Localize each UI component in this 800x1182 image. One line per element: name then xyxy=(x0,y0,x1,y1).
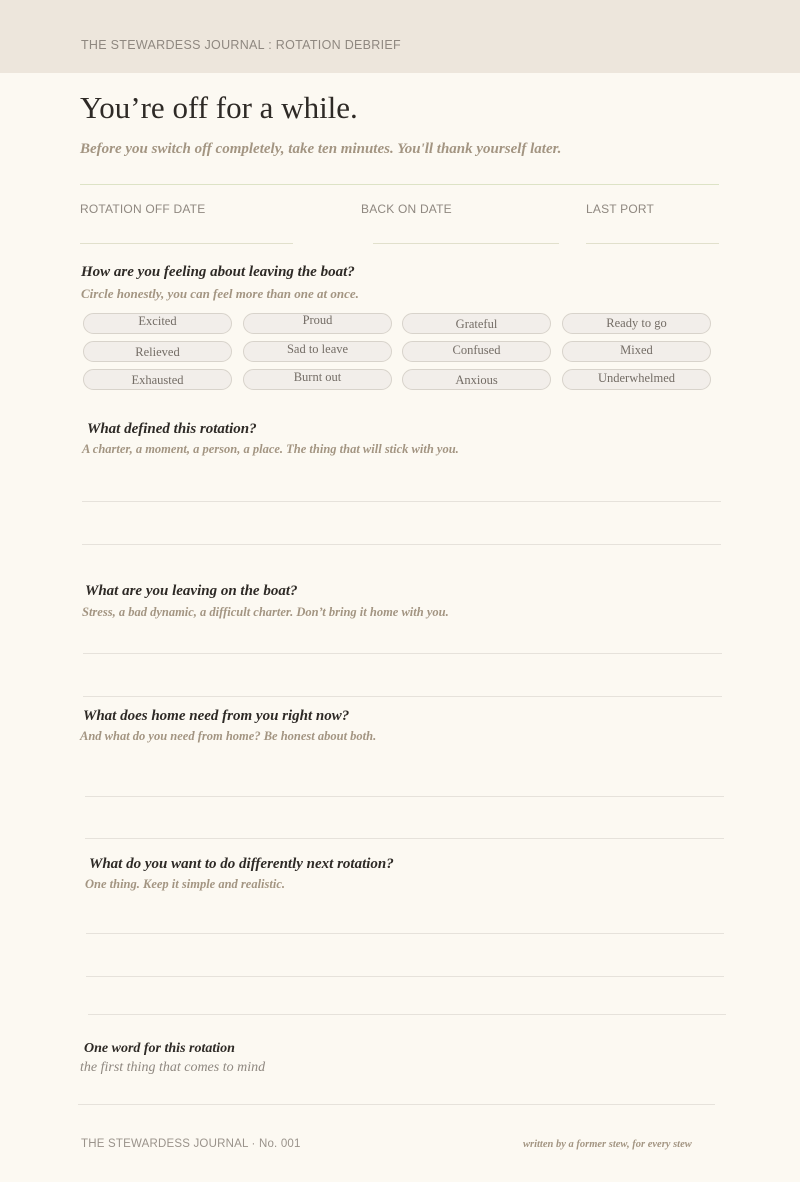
journal-header-label: THE STEWARDESS JOURNAL : ROTATION DEBRIEF xyxy=(81,38,401,52)
last-port-label: LAST PORT xyxy=(586,202,655,216)
defined-answer-line-2[interactable] xyxy=(82,544,721,545)
home-question: What does home need from you right now? xyxy=(83,708,350,724)
intro-divider xyxy=(80,184,719,185)
back-on-date-field[interactable] xyxy=(373,243,559,244)
home-answer-line-1[interactable] xyxy=(85,796,724,797)
rotation-off-date-label: ROTATION OFF DATE xyxy=(80,202,206,216)
last-port-field[interactable] xyxy=(586,243,719,244)
feeling-chip-sad-to-leave[interactable]: Sad to leave xyxy=(243,341,392,362)
defined-question: What defined this rotation? xyxy=(87,421,257,437)
leaving-answer-line-2[interactable] xyxy=(83,696,722,697)
feeling-chip-anxious[interactable]: Anxious xyxy=(402,369,551,390)
home-hint: And what do you need from home? Be honest about both. xyxy=(80,729,377,743)
defined-hint: A charter, a moment, a person, a place. The thing that will stick with you. xyxy=(82,442,459,456)
one-word-hint: the first thing that comes to mind xyxy=(80,1060,266,1075)
next-answer-line-2[interactable] xyxy=(86,976,724,977)
home-answer-line-2[interactable] xyxy=(85,838,724,839)
feeling-chip-excited[interactable]: Excited xyxy=(83,313,232,334)
feeling-chip-ready-to-go[interactable]: Ready to go xyxy=(562,313,711,334)
feeling-chip-exhausted[interactable]: Exhausted xyxy=(83,369,232,390)
feeling-chip-mixed[interactable]: Mixed xyxy=(562,341,711,362)
feeling-chip-relieved[interactable]: Relieved xyxy=(83,341,232,362)
footer-tagline: written by a former stew, for every stew xyxy=(523,1139,692,1150)
one-word-question: One word for this rotation xyxy=(84,1041,235,1056)
footer-journal-label: THE STEWARDESS JOURNAL · No. 001 xyxy=(81,1138,301,1150)
header-band xyxy=(0,0,800,73)
intro-text: Before you switch off completely, take ten minutes. You'll thank yourself later. xyxy=(80,141,562,157)
leaving-answer-line-1[interactable] xyxy=(83,653,722,654)
one-word-answer-line[interactable] xyxy=(78,1104,715,1105)
defined-answer-line-1[interactable] xyxy=(82,501,721,502)
feeling-chip-burnt-out[interactable]: Burnt out xyxy=(243,369,392,390)
leaving-hint: Stress, a bad dynamic, a difficult charter. Don’t bring it home with you. xyxy=(82,605,449,619)
page-title: You’re off for a while. xyxy=(80,90,358,125)
next-question: What do you want to do differently next rotation? xyxy=(89,856,394,872)
next-answer-line-1[interactable] xyxy=(86,933,724,934)
back-on-date-label: BACK ON DATE xyxy=(361,202,452,216)
feeling-chip-proud[interactable]: Proud xyxy=(243,313,392,334)
feelings-question: How are you feeling about leaving the boat? xyxy=(81,264,355,280)
next-answer-line-3[interactable] xyxy=(88,1014,726,1015)
leaving-question: What are you leaving on the boat? xyxy=(85,583,298,599)
next-hint: One thing. Keep it simple and realistic. xyxy=(85,877,286,891)
feeling-chip-grateful[interactable]: Grateful xyxy=(402,313,551,334)
feeling-chip-underwhelmed[interactable]: Underwhelmed xyxy=(562,369,711,390)
feeling-chip-confused[interactable]: Confused xyxy=(402,341,551,362)
rotation-off-date-field[interactable] xyxy=(80,243,293,244)
feelings-hint: Circle honestly, you can feel more than one at once. xyxy=(81,286,359,301)
